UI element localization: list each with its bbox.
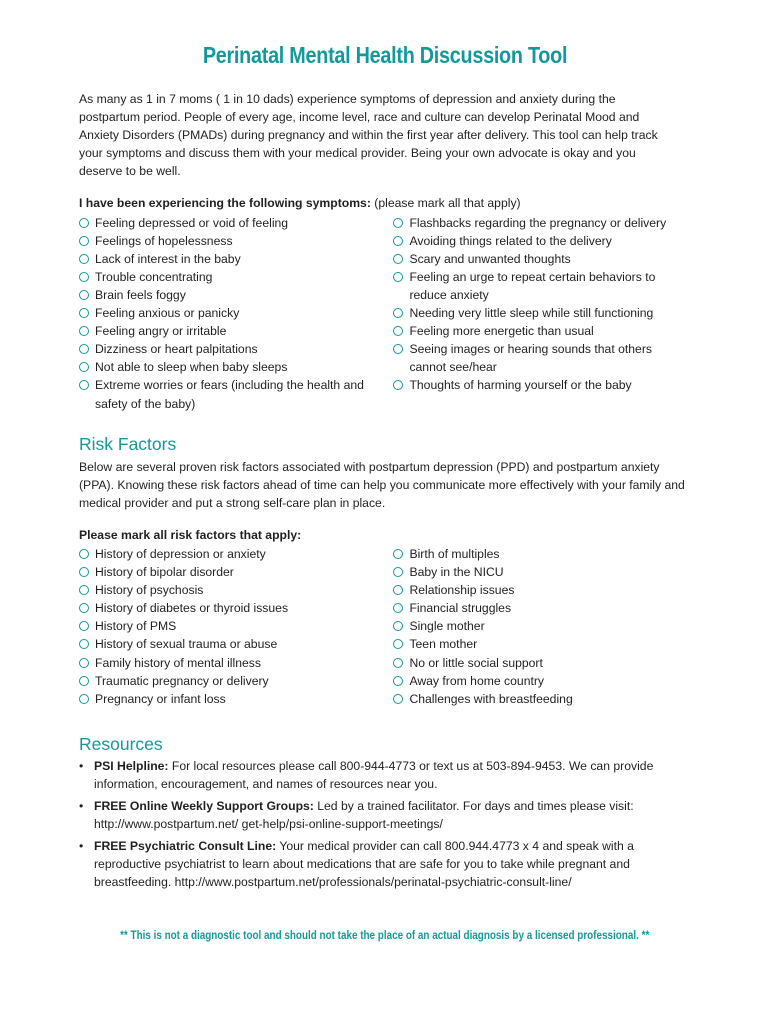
checkbox-circle-icon[interactable] bbox=[393, 308, 403, 318]
checklist-item[interactable] bbox=[79, 340, 393, 358]
checkbox-circle-icon[interactable] bbox=[393, 585, 403, 595]
checklist-item[interactable] bbox=[79, 563, 393, 581]
checklist-item[interactable] bbox=[393, 635, 691, 653]
checkbox-circle-icon[interactable] bbox=[393, 380, 403, 390]
checkbox-circle-icon[interactable] bbox=[79, 658, 89, 668]
symptoms-lead-note: (please mark all that apply) bbox=[370, 196, 521, 211]
page-title: Perinatal Mental Health Discussion Tool bbox=[202, 42, 568, 68]
checkbox-circle-icon[interactable] bbox=[393, 344, 403, 354]
resource-item bbox=[79, 757, 680, 793]
checklist-item[interactable] bbox=[79, 268, 393, 286]
resources-heading: Resources bbox=[79, 733, 163, 754]
checklist-item-label: Teen mother bbox=[409, 637, 478, 652]
checkbox-circle-icon[interactable] bbox=[393, 326, 403, 336]
checkbox-circle-icon[interactable] bbox=[79, 272, 89, 282]
checklist-item-label: Traumatic pregnancy or delivery bbox=[95, 673, 269, 688]
checklist-item-label: Feeling more energetic than usual bbox=[409, 324, 594, 339]
checklist-item[interactable] bbox=[79, 358, 393, 376]
checklist-item-label: Financial struggles bbox=[409, 601, 512, 616]
checklist-item[interactable] bbox=[393, 581, 691, 599]
checkbox-circle-icon[interactable] bbox=[79, 362, 89, 372]
checklist-item-label: Avoiding things related to the delivery bbox=[409, 233, 612, 248]
symptoms-lead bbox=[79, 194, 691, 212]
resource-title: FREE Online Weekly Support Groups: bbox=[94, 799, 314, 813]
checklist-item[interactable] bbox=[393, 654, 691, 672]
checklist-item-label: Birth of multiples bbox=[409, 546, 500, 561]
checkbox-circle-icon[interactable] bbox=[393, 621, 403, 631]
risk-factors-intro: Below are several proven risk factors associated with postpartum depression (PPD) and postpartum anxiety (PPA). Knowing these risk factors ahead of time can help you communicate more effectively with your family and medical provider and put a strong self-care plan in place. bbox=[79, 459, 685, 510]
checklist-item[interactable] bbox=[79, 286, 393, 304]
checklist-item-label: Not able to sleep when baby sleeps bbox=[95, 360, 288, 375]
intro-paragraph: As many as 1 in 7 moms ( 1 in 10 dads) experience symptoms of depression and anxiety during the postpartum period. People of every age, income level, race and culture can develop Perinatal Mood and Anxiety Disorders (PMADs) during pregnancy and within the first year after delivery. This tool can help track your symptoms and discuss them with your medical provider. Being your own advocate is okay and you deserve to be well. bbox=[79, 92, 658, 179]
checklist-item-label: History of depression or anxiety bbox=[95, 546, 266, 561]
checkbox-circle-icon[interactable] bbox=[393, 567, 403, 577]
checkbox-circle-icon[interactable] bbox=[393, 254, 403, 264]
checklist-item-label: Trouble concentrating bbox=[95, 269, 213, 284]
checkbox-circle-icon[interactable] bbox=[393, 549, 403, 559]
checklist-item-label: Feeling an urge to repeat certain behaviors to reduce anxiety bbox=[409, 269, 656, 302]
checklist-item[interactable] bbox=[79, 690, 393, 708]
checklist-item-label: Brain feels foggy bbox=[95, 287, 186, 302]
checklist-item-label: History of diabetes or thyroid issues bbox=[95, 601, 289, 616]
symptoms-lead-bold: I have been experiencing the following symptoms: bbox=[79, 196, 371, 211]
resource-text: For local resources please call 800-944-4773 or text us at 503-894-9453. We can provide information, encouragement, and names of resources near you. bbox=[94, 758, 654, 791]
checklist-item-label: History of bipolar disorder bbox=[95, 565, 234, 580]
checklist-item-label: History of psychosis bbox=[95, 583, 204, 598]
checkbox-circle-icon[interactable] bbox=[79, 549, 89, 559]
checkbox-circle-icon[interactable] bbox=[393, 658, 403, 668]
disclaimer-footer bbox=[0, 928, 770, 944]
checkbox-circle-icon[interactable] bbox=[79, 694, 89, 704]
checkbox-circle-icon[interactable] bbox=[79, 326, 89, 336]
checklist-item[interactable] bbox=[79, 250, 393, 268]
checklist-item-label: Feelings of hopelessness bbox=[95, 233, 233, 248]
checklist-item-label: Seeing images or hearing sounds that others cannot see/hear bbox=[409, 342, 652, 375]
checklist-item[interactable] bbox=[393, 232, 691, 250]
checklist-item[interactable] bbox=[79, 322, 393, 340]
checklist-item[interactable] bbox=[393, 545, 691, 563]
checklist-item[interactable] bbox=[393, 340, 691, 376]
bullet-icon: • bbox=[79, 839, 84, 854]
checklist-item-label: Extreme worries or fears (including the health and safety of the baby) bbox=[95, 378, 364, 411]
checklist-item[interactable] bbox=[393, 250, 691, 268]
checkbox-circle-icon[interactable] bbox=[79, 639, 89, 649]
checklist-item[interactable] bbox=[393, 690, 691, 708]
resource-title: FREE Psychiatric Consult Line: bbox=[94, 839, 277, 854]
checkbox-circle-icon[interactable] bbox=[393, 639, 403, 649]
resource-item bbox=[79, 837, 680, 891]
checklist-item-label: Relationship issues bbox=[409, 583, 515, 598]
checklist-item-label: History of PMS bbox=[95, 619, 177, 634]
checkbox-circle-icon[interactable] bbox=[79, 236, 89, 246]
checkbox-circle-icon[interactable] bbox=[79, 621, 89, 631]
checklist-item[interactable] bbox=[393, 322, 691, 340]
checklist-item[interactable] bbox=[393, 599, 691, 617]
checklist-item[interactable] bbox=[79, 214, 393, 232]
document-page bbox=[79, 40, 691, 895]
checkbox-circle-icon[interactable] bbox=[393, 272, 403, 282]
disclaimer-text: ** This is not a diagnostic tool and should not take the place of an actual diagnosis by a licensed professional. ** bbox=[120, 930, 650, 942]
bullet-icon: • bbox=[79, 799, 84, 813]
checklist-item-label: Challenges with breastfeeding bbox=[409, 691, 573, 706]
checkbox-circle-icon[interactable] bbox=[79, 380, 89, 390]
checkbox-circle-icon[interactable] bbox=[79, 218, 89, 228]
risk-factors-lead-bold: Please mark all risk factors that apply: bbox=[79, 527, 302, 542]
symptoms-checklist bbox=[79, 214, 691, 413]
risk-list-right bbox=[393, 545, 691, 708]
checkbox-circle-icon[interactable] bbox=[393, 694, 403, 704]
checklist-item[interactable] bbox=[393, 214, 691, 232]
checklist-item-label: No or little social support bbox=[409, 655, 543, 670]
checklist-item[interactable] bbox=[393, 563, 691, 581]
checkbox-circle-icon[interactable] bbox=[393, 603, 403, 613]
checkbox-circle-icon[interactable] bbox=[79, 676, 89, 686]
resource-text: Led by a trained facilitator. For days and times please visit: http://www.postpartum.net/ get-help/psi-online-support-meetings/ bbox=[94, 799, 634, 832]
checkbox-circle-icon[interactable] bbox=[79, 308, 89, 318]
checklist-item-label: Lack of interest in the baby bbox=[95, 251, 241, 266]
resources-list bbox=[79, 757, 691, 892]
bullet-icon: • bbox=[79, 758, 84, 773]
checklist-item-label: Feeling depressed or void of feeling bbox=[95, 215, 289, 230]
symptoms-list-right bbox=[393, 214, 691, 395]
risk-factors-heading: Risk Factors bbox=[79, 433, 177, 454]
checkbox-circle-icon[interactable] bbox=[79, 344, 89, 354]
checklist-item[interactable] bbox=[79, 617, 393, 635]
risk-factors-checklist bbox=[79, 545, 691, 708]
resource-item bbox=[79, 797, 680, 833]
checklist-item-label: Scary and unwanted thoughts bbox=[409, 251, 571, 266]
checkbox-circle-icon[interactable] bbox=[393, 236, 403, 246]
checklist-item-label: Needing very little sleep while still functioning bbox=[409, 306, 654, 321]
checklist-item-label: Family history of mental illness bbox=[95, 655, 261, 670]
checklist-item[interactable] bbox=[79, 545, 393, 563]
checklist-item[interactable] bbox=[393, 268, 691, 304]
checklist-item[interactable] bbox=[393, 617, 691, 635]
checklist-item[interactable] bbox=[393, 304, 691, 322]
resource-title: PSI Helpline: bbox=[94, 758, 169, 773]
checklist-item-label: Pregnancy or infant loss bbox=[95, 691, 226, 706]
checkbox-circle-icon[interactable] bbox=[79, 603, 89, 613]
checklist-item-label: Single mother bbox=[409, 619, 485, 634]
checklist-item[interactable] bbox=[79, 635, 393, 653]
checklist-item[interactable] bbox=[79, 672, 393, 690]
symptoms-list-left bbox=[79, 214, 393, 413]
checklist-item[interactable] bbox=[79, 599, 393, 617]
checklist-item[interactable] bbox=[79, 376, 393, 412]
checkbox-circle-icon[interactable] bbox=[393, 218, 403, 228]
checklist-item-label: Feeling anxious or panicky bbox=[95, 306, 240, 321]
checkbox-circle-icon[interactable] bbox=[79, 254, 89, 264]
checklist-item-label: Dizziness or heart palpitations bbox=[95, 342, 258, 357]
checklist-item-label: History of sexual trauma or abuse bbox=[95, 637, 278, 652]
checklist-item-label: Thoughts of harming yourself or the baby bbox=[409, 378, 632, 393]
checklist-item-label: Away from home country bbox=[409, 673, 545, 688]
checkbox-circle-icon[interactable] bbox=[79, 290, 89, 300]
checklist-item-label: Feeling angry or irritable bbox=[95, 324, 227, 339]
risk-factors-lead bbox=[79, 526, 691, 544]
checklist-item[interactable] bbox=[393, 376, 691, 394]
checkbox-circle-icon[interactable] bbox=[79, 567, 89, 577]
checklist-item[interactable] bbox=[79, 304, 393, 322]
checklist-item[interactable] bbox=[79, 232, 393, 250]
risk-list-left bbox=[79, 545, 393, 708]
checklist-item[interactable] bbox=[79, 581, 393, 599]
checkbox-circle-icon[interactable] bbox=[393, 676, 403, 686]
checklist-item[interactable] bbox=[393, 672, 691, 690]
resource-text: Your medical provider can call 800.944.4773 x 4 and speak with a reproductive psychiatrist to learn about medications that are safe for you to take while pregnant and breastfeeding. http://www.postpartum.net/professionals/perinatal-psychiatric-consult-line/ bbox=[94, 839, 634, 890]
checklist-item[interactable] bbox=[79, 654, 393, 672]
checklist-item-label: Baby in the NICU bbox=[409, 565, 504, 580]
checklist-item-label: Flashbacks regarding the pregnancy or delivery bbox=[409, 215, 667, 230]
checkbox-circle-icon[interactable] bbox=[79, 585, 89, 595]
